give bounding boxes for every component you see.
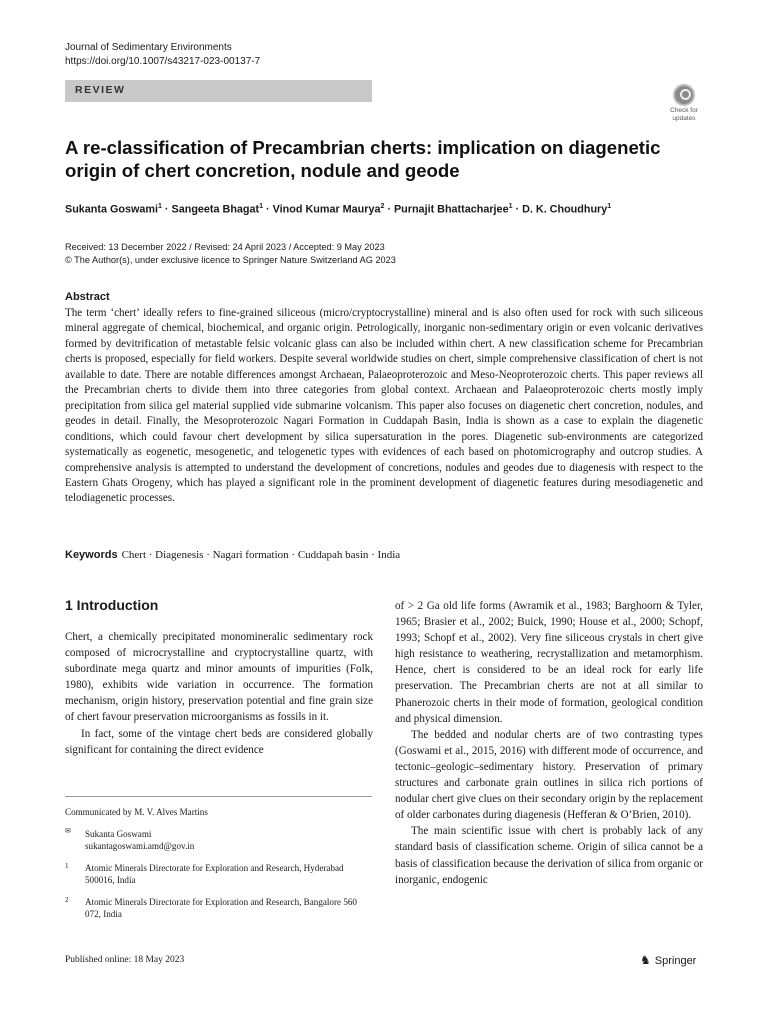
envelope-icon: ✉ xyxy=(65,827,71,835)
springer-horse-icon: ♞ xyxy=(640,953,651,967)
abstract-text: The term ‘chert’ ideally refers to fine-grained siliceous (micro/cryptocrystalline) mineral and is also often used for rock with such siliceous mineral aggregate of chemical, biochemical, and organic origin. Petrologically, inorganic non-sedimentary origin or even volcanic derivatives formed by devitrification of metastable felsic volcanic glass can also be included within chert. A new classification scheme for Precambrian cherts is proposed, especially for field workers. Despite several worldwide studies on chert, simple comprehensive classification of chert is not available to date. There are notable differences amongst Archaean, Palaeoproterozoic and Meso-Neoproterozoic cherts. This paper reviews all the Precambrian cherts to divide them into three categories from global context. Archaean and Palaeoproterozoic cherts mostly imply precipitation from silica gel material supplied vide submarine volcanism. This paper also focuses on diagenetic chert concretion, nodules, and geodes in detail. Finally, the Mesoproterozoic Nagari Formation in Cuddapah Basin, India is shown as a case to explain the diagenetic conditions, which could favour chert development by silica supersaturation in the pores. Diagenetic sub-environments are categorized systematically as eogenetic, mesogenetic, and telogenetic types with evidences of each based on photomicrography and outcrop studies. A comprehensive analysis is attempted to understand the development of concretions, nodules and geodes due to diagenesis with respect to the Eastern Ghats Orogeny, which has played a significant role in the prominent development of diagenetic features during mesodiagenetic and telodiagenetic processes. xyxy=(65,307,703,505)
communicated-by: Communicated by M. V. Alves Martins xyxy=(65,807,208,817)
check-updates-icon xyxy=(673,84,695,106)
author-name[interactable]: Purnajit Bhattacharjee xyxy=(393,203,509,216)
abstract-heading: Abstract xyxy=(65,291,110,303)
left-column xyxy=(65,629,373,758)
article-history xyxy=(65,241,396,267)
author-name[interactable]: Sangeeta Bhagat xyxy=(171,203,260,216)
affiliation-mark: 1 xyxy=(65,861,69,870)
section-banner xyxy=(65,80,372,102)
copyright-line: © The Author(s), under exclusive licence to Springer Nature Switzerland AG 2023 xyxy=(65,255,396,265)
author-name[interactable]: Sukanta Goswami xyxy=(65,203,159,216)
section-label: REVIEW xyxy=(75,84,126,96)
paragraph: The bedded and nodular cherts are of two contrasting types (Goswami et al., 2015, 2016) with different mode of occurrence, and tectonic–geologic–sedimentary history. Preservation of primary structures and carbonate grain outlines in silica rich portions of nodular chert give clues on their secondary origin by the replacement of older carbonates during diagenesis (Hefferan & O’Brien, 2010). xyxy=(395,728,703,822)
keywords-label: Keywords xyxy=(65,549,118,561)
publisher-logo xyxy=(640,953,696,967)
author-name[interactable]: Vinod Kumar Maurya xyxy=(272,203,381,216)
right-column xyxy=(395,598,703,888)
footnotes xyxy=(65,806,373,921)
paragraph: In fact, some of the vintage chert beds are considered globally significant for containing the direct evidence xyxy=(65,727,373,756)
affiliation-2 xyxy=(65,896,373,921)
paragraph: The main scientific issue with chert is probably lack of any standard basis of classification scheme. Origin of silica cannot be a basis of classification because the derivation of silica from organic or inorganic, endogenic xyxy=(395,825,703,886)
paragraph: Chert, a chemically precipitated monomineralic sedimentary rock composed of microcrystalline and cryptocrystalline quartz, with subordinate mega quartz and minor amounts of impurities (Folk, 1980), exhibits wide variation in occurrence. The formation mechanism, origin history, preservation potential and fine grain size of chert favour preservation microorganisms as fossils in it. xyxy=(65,631,373,724)
corresponding-email[interactable]: sukantagoswami.amd@gov.in xyxy=(85,841,195,851)
affiliation-text: Atomic Minerals Directorate for Exploration and Research, Bangalore 560 072, India xyxy=(85,896,357,919)
author-list: Sukanta Goswami$^1$ · Sangeeta Bhagat$^1$ · Vinod Kumar Maurya$^2$ · Purnajit Bhattacharjee$^1$ · D. K. Choudhury$^1$ xyxy=(65,203,612,216)
doi-link[interactable]: https://doi.org/10.1007/s43217-023-00137-7 xyxy=(65,56,261,67)
paragraph: of > 2 Ga old life forms (Awramik et al., 1983; Barghoorn & Tyler, 1965; Brasier et al., 2002; Buick, 1990; House et al., 2000; Schopf, 1993; Schopf et al., 2002). Very fine siliceous crystals in chert give high resistance to weathering, recrystallization and metamorphism. Hence, chert is considered to be an ideal rock for early life preservation. The Precambrian cherts are not at all similar to Phanerozoic cherts in their mode of formation, geological condition and physical dimension. xyxy=(395,600,703,725)
check-updates-label-2: updates xyxy=(672,115,696,122)
author-affiliation: 2 xyxy=(380,203,385,210)
journal-name: Journal of Sedimentary Environments xyxy=(65,42,232,53)
footnote-divider xyxy=(65,796,372,797)
affiliation-mark: 2 xyxy=(65,895,69,904)
corresponding-author xyxy=(65,828,373,853)
affiliation-1 xyxy=(65,862,373,887)
author-name[interactable]: D. K. Choudhury xyxy=(522,203,608,216)
author-affiliation: 1 xyxy=(508,203,513,210)
keywords xyxy=(65,549,400,561)
check-for-updates-badge[interactable] xyxy=(664,84,704,124)
journal-header xyxy=(65,41,260,69)
publisher-name: Springer xyxy=(654,955,697,967)
author-affiliation: 1 xyxy=(259,203,264,210)
received-dates: Received: 13 December 2022 / Revised: 24 April 2023 / Accepted: 9 May 2023 xyxy=(65,242,385,252)
paper-title: A re-classification of Precambrian cherts: implication on diagenetic origin of chert concretion, nodule and geode xyxy=(65,137,661,181)
check-updates-label-1: Check for xyxy=(670,107,698,114)
keywords-list: Chert · Diagenesis · Nagari formation · Cuddapah basin · India xyxy=(121,549,401,561)
author-affiliation: 1 xyxy=(158,203,162,210)
author-affiliation: 1 xyxy=(607,203,612,210)
affiliation-text: Atomic Minerals Directorate for Exploration and Research, Hyderabad 500016, India xyxy=(85,862,344,885)
corresponding-name: Sukanta Goswami xyxy=(85,828,152,839)
published-online: Published online: 18 May 2023 xyxy=(65,955,185,965)
section-heading-introduction: 1 Introduction xyxy=(65,597,159,613)
